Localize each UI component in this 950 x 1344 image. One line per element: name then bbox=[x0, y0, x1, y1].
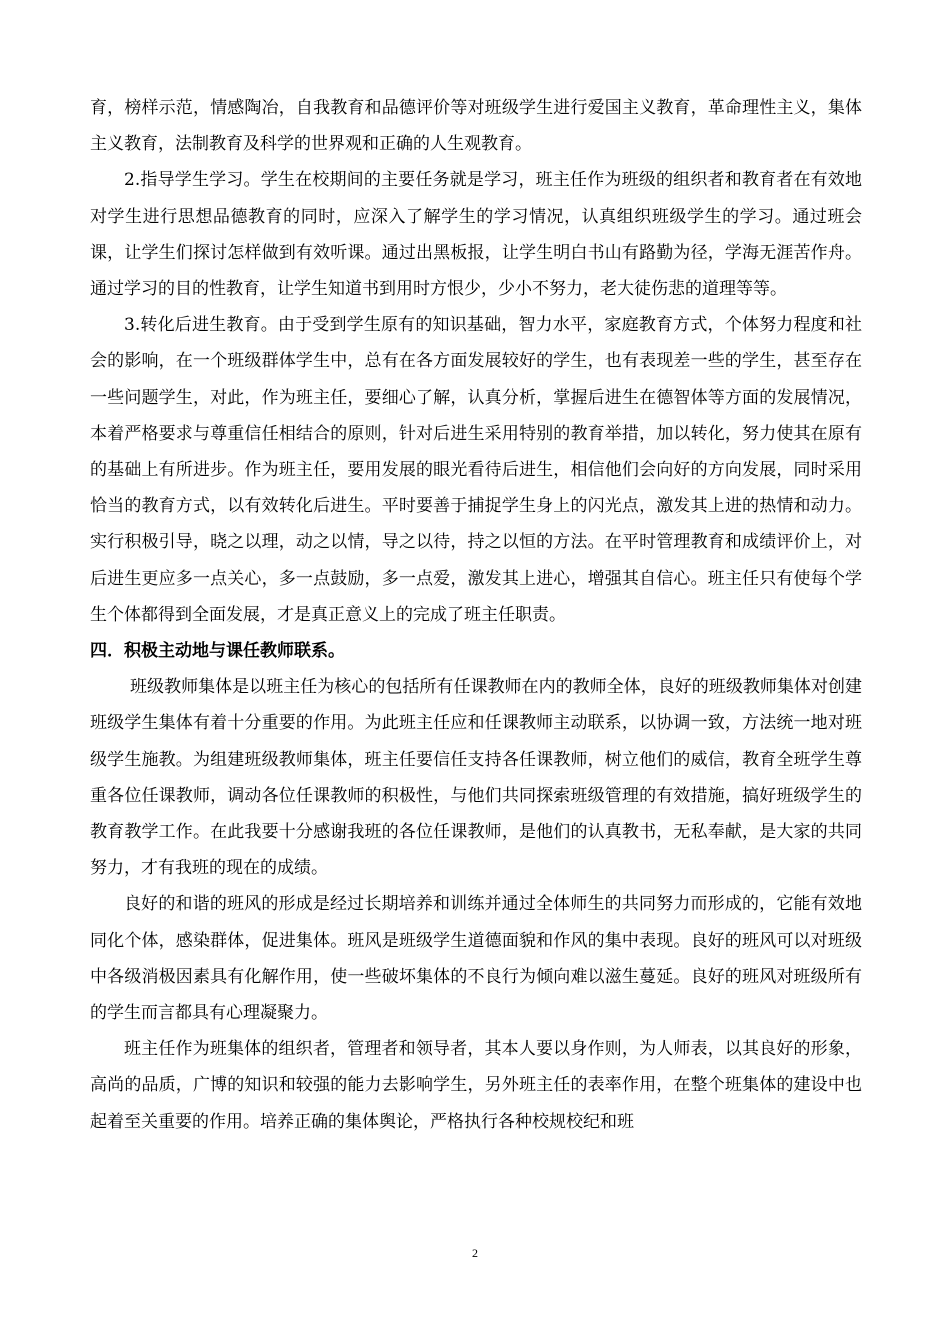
document-body bbox=[90, 90, 862, 1140]
paragraph-teacher-collective: 班级教师集体是以班主任为核心的包括所有任课教师在内的教师全体，良好的班级教师集体对创建班级学生集体有着十分重要的作用。为此班主任应和任课教师主动联系，以协调一致，方法统一地对班级学生施教。为组建班级教师集体，班主任要信任支持各任课教师，树立他们的威信，教育全班学生尊重各位任课教师，调动各位任课教师的积极性，与他们共同探索班级管理的有效措施，搞好班级学生的教育教学工作。在此我要十分感谢我班的各位任课教师，是他们的认真教书，无私奉献，是大家的共同努力，才有我班的现在的成绩。 bbox=[90, 677, 862, 879]
paragraph-class-atmosphere: 良好的和谐的班风的形成是经过长期培养和训练并通过全体师生的共同努力而形成的，它能有效地同化个体，感染群体，促进集体。班风是班级学生道德面貌和作风的集中表现。良好的班风可以对班级中各级消极因素具有化解作用，使一些破坏集体的不良行为倾向难以滋生蔓延。良好的班风对班级所有的学生而言都具有心理凝聚力。 bbox=[90, 894, 862, 1024]
paragraph-transform-underachievers: 3.转化后进生教育。由于受到学生原有的知识基础，智力水平，家庭教育方式，个体努力程度和社会的影响，在一个班级群体学生中，总有在各方面发展较好的学生，也有表现差一些的学生，甚至存在一些问题学生，对此，作为班主任，要细心了解，认真分析，掌握后进生在德智体等方面的发展情况，本着严格要求与尊重信任相结合的原则，针对后进生采用特别的教育举措，加以转化，努力使其在原有的基础上有所进步。作为班主任，要用发展的眼光看待后进生，相信他们会向好的方向发展，同时采用恰当的教育方式，以有效转化后进生。平时要善于捕捉学生身上的闪光点，激发其上进的热情和动力。实行积极引导，晓之以理，动之以情，导之以待，持之以恒的方法。在平时管理教育和成绩评价上，对后进生更应多一点关心，多一点鼓励，多一点爱，激发其上进心，增强其自信心。班主任只有使每个学生个体都得到全面发展，才是真正意义上的完成了班主任职责。 bbox=[90, 315, 862, 625]
section-heading-four: 四．积极主动地与课任教师联系。 bbox=[90, 641, 345, 662]
paragraph-teacher-role-model: 班主任作为班集体的组织者，管理者和领导者，其本人要以身作则，为人师表，以其良好的形象，高尚的品质，广博的知识和较强的能力去影响学生，另外班主任的表率作用，在整个班集体的建设中也起着至关重要的作用。培养正确的集体舆论，严格执行各种校规校纪和班 bbox=[90, 1039, 862, 1132]
paragraph-guide-study: 2.指导学生学习。学生在校期间的主要任务就是学习，班主任作为班级的组织者和教育者在有效地对学生进行思想品德教育的同时，应深入了解学生的学习情况，认真组织班级学生的学习。通过班会课，让学生们探讨怎样做到有效听课。通过出黑板报，让学生明白书山有路勤为径，学海无涯苦作舟。通过学习的目的性教育，让学生知道书到用时方恨少，少小不努力，老大徒伤悲的道理等等。 bbox=[90, 170, 862, 300]
paragraph-moral-education-continued: 育，榜样示范，情感陶冶，自我教育和品德评价等对班级学生进行爱国主义教育，革命理性主义，集体主义教育，法制教育及科学的世界观和正确的人生观教育。 bbox=[90, 98, 862, 155]
page-number: 2 bbox=[472, 1246, 478, 1260]
